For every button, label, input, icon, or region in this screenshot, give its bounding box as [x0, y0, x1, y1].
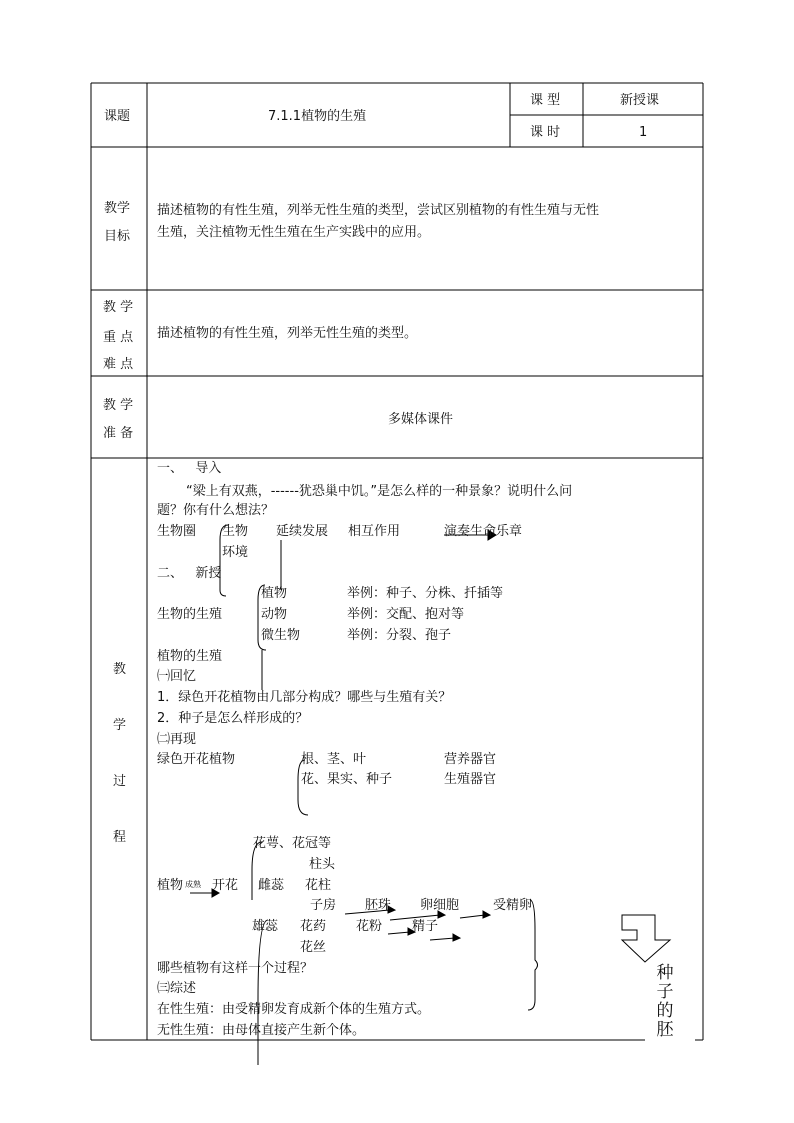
repro-of-life: 生物的生殖: [157, 607, 223, 622]
nutrient-organs: 营养器官: [444, 752, 497, 767]
plant: 植物: [157, 878, 184, 893]
embryo-label-3: 的: [656, 1001, 674, 1021]
life-song: 演奏生命乐章: [444, 524, 523, 539]
embryo-label-1: 种: [656, 963, 674, 983]
process-label-2: 学: [113, 718, 127, 733]
roots-stems-leaves: 根、茎、叶: [301, 752, 367, 767]
ovary: 子房: [310, 898, 337, 913]
reappear: ㈡再现: [157, 732, 197, 747]
hours-value: 1: [639, 125, 648, 140]
asexual-repro: 无性生殖：由母体直接产生新个体。: [157, 1023, 366, 1038]
quote-line-1: “梁上有双燕，------犹恐巢中饥。”是怎么样的一种景象？说明什么问: [186, 484, 573, 499]
prep-text: 多媒体课件: [388, 412, 454, 427]
stamen: 雄蕊: [252, 919, 279, 934]
plant-repro: 植物的生殖: [157, 649, 223, 664]
type-value: 新授课: [620, 93, 660, 108]
fert-egg: 受精卵: [493, 898, 533, 913]
topic-title: 7.1.1植物的生殖: [268, 109, 367, 124]
diagram-braces: [220, 525, 538, 1065]
keypoints-label-3: 难 点: [103, 357, 134, 372]
style: 花柱: [305, 878, 332, 893]
sepal: 花萼、花冠等: [253, 836, 332, 851]
plants: 植物: [261, 586, 288, 601]
develop: 延续发展: [276, 524, 329, 539]
mature: 成熟: [185, 880, 201, 889]
flowering-plant: 绿色开花植物: [157, 752, 236, 767]
goals-label-2: 目标: [104, 229, 131, 244]
pistil: 雌蕊: [258, 878, 285, 893]
embryo-label-4: 胚: [656, 1020, 674, 1040]
embryo-label-2: 子: [656, 982, 674, 1002]
goals-line-1: 描述植物的有性生殖，列举无性生殖的类型，尝试区别植物的有性生殖与无性: [157, 203, 600, 218]
topic-label: 课题: [104, 109, 131, 124]
sperm: 精子: [412, 919, 439, 934]
type-label: 课 型: [530, 93, 561, 108]
summary: ㈢综述: [157, 981, 197, 996]
bio-sphere: 生物圈: [157, 524, 197, 539]
ex-animals: 举例：交配、抱对等: [347, 607, 465, 622]
down-arrow-icon: [622, 915, 670, 962]
repro-organs: 生殖器官: [444, 772, 497, 787]
quote-line-2: 题？你有什么想法？: [157, 503, 275, 518]
organism: 生物: [222, 524, 249, 539]
filament: 花丝: [300, 940, 327, 955]
ovule: 胚珠: [365, 898, 392, 913]
egg: 卵细胞: [420, 898, 460, 913]
process-label-4: 程: [113, 830, 127, 845]
interact: 相互作用: [348, 524, 401, 539]
section-new: 二、 新授: [157, 566, 222, 581]
anther: 花药: [300, 919, 327, 934]
question-2: 2．种子是怎么样形成的？: [157, 711, 309, 726]
section-intro: 一、 导入: [157, 461, 222, 476]
process-label-1: 教: [113, 662, 127, 677]
flowers-fruits-seeds: 花、果实、种子: [301, 772, 393, 787]
keypoints-label-1: 教 学: [103, 300, 134, 315]
prep-label-2: 准 备: [103, 426, 134, 441]
prep-label-1: 教 学: [103, 398, 134, 413]
hours-label: 课 时: [530, 125, 561, 140]
animals: 动物: [261, 607, 288, 622]
microbes: 微生物: [261, 628, 301, 643]
sexual-repro: 在性生殖：由受精卵发育成新个体的生殖方式。: [157, 1002, 431, 1017]
goals-label-1: 教学: [104, 201, 131, 216]
which-plants: 哪些植物有这样一个过程？: [157, 961, 314, 976]
recall: ㈠回忆: [157, 669, 197, 684]
ex-plants: 举例：种子、分株、扦插等: [347, 586, 504, 601]
question-1: 1．绿色开花植物由几部分构成？哪些与生殖有关？: [157, 690, 452, 705]
pollen: 花粉: [356, 919, 383, 934]
bloom: 开花: [212, 878, 239, 893]
keypoints-label-2: 重 点: [103, 330, 134, 345]
stigma: 柱头: [309, 857, 336, 872]
goals-line-2: 生殖，关注植物无性生殖在生产实践中的应用。: [157, 225, 431, 240]
process-label-3: 过: [113, 774, 127, 789]
environment: 环境: [222, 545, 249, 560]
keypoints-text: 描述植物的有性生殖，列举无性生殖的类型。: [157, 326, 418, 341]
ex-microbes: 举例：分裂、孢子: [347, 628, 452, 643]
